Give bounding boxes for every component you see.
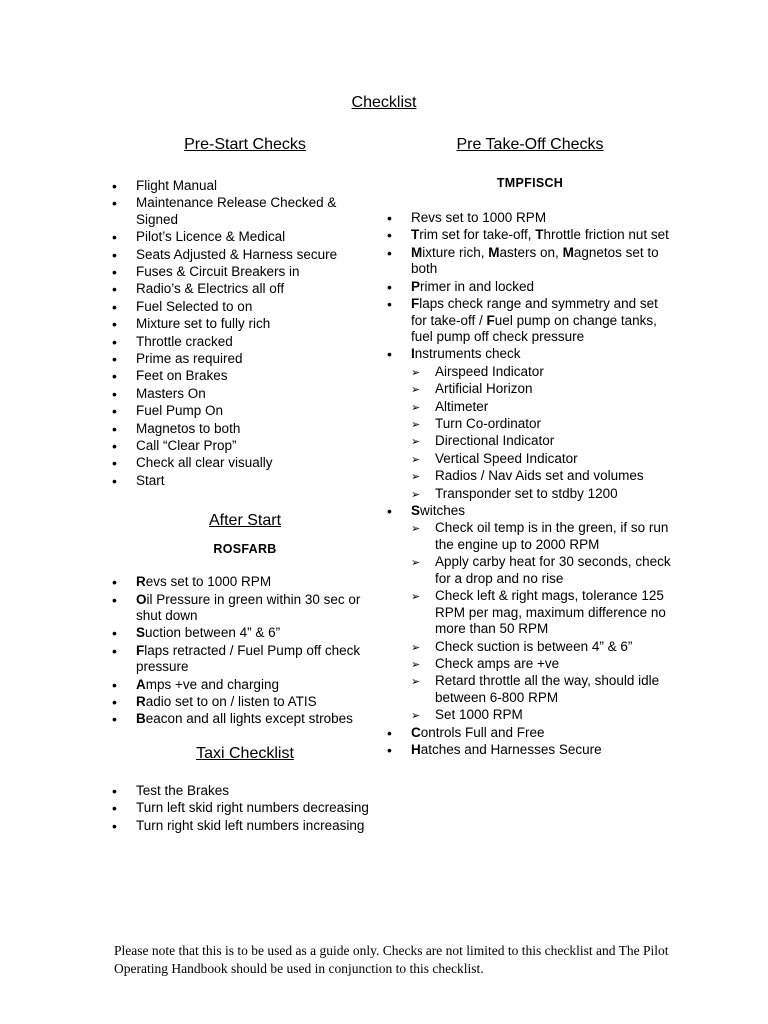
- sub-list-item: ➢ Apply carby heat for 30 seconds, check for a drop and no rise: [385, 554, 675, 587]
- sub-list-item: ➢ Turn Co-ordinator: [385, 416, 675, 433]
- list-item: • Amps +ve and charging: [110, 677, 380, 694]
- right-column: [385, 134, 675, 759]
- list-item: • Magnetos to both: [110, 421, 380, 438]
- pre-start-heading: Pre-Start Checks: [184, 136, 306, 153]
- list-item: • Pilot’s Licence & Medical: [110, 229, 380, 246]
- list-item: • Prime as required: [110, 351, 380, 368]
- switches-sublist: [385, 520, 675, 723]
- list-item: • Revs set to 1000 RPM: [110, 574, 380, 591]
- pre-start-list: [110, 178, 380, 489]
- pre-takeoff-list: [385, 210, 675, 363]
- list-item: • Mixture set to fully rich: [110, 316, 380, 333]
- switches-list: [385, 503, 675, 520]
- sub-list-item: ➢ Directional Indicator: [385, 433, 675, 450]
- list-item: • Revs set to 1000 RPM: [385, 210, 675, 227]
- list-item: • Maintenance Release Checked & Signed: [110, 195, 380, 228]
- after-start-list: [110, 574, 380, 728]
- list-item: • Beacon and all lights except strobes: [110, 711, 380, 728]
- sub-list-item: ➢ Artificial Horizon: [385, 381, 675, 398]
- list-item: • Seats Adjusted & Harness secure: [110, 247, 380, 264]
- list-item: • Flaps retracted / Fuel Pump off check pressure: [110, 643, 380, 676]
- sub-list-item: ➢ Vertical Speed Indicator: [385, 451, 675, 468]
- sub-list-item: ➢ Airspeed Indicator: [385, 364, 675, 381]
- sub-list-item: ➢ Set 1000 RPM: [385, 707, 675, 724]
- after-start-heading: After Start: [208, 512, 282, 530]
- list-item: • Switches: [385, 503, 675, 520]
- list-item: • Fuses & Circuit Breakers in: [110, 264, 380, 281]
- sub-list-item: ➢ Altimeter: [385, 399, 675, 416]
- list-item: • Throttle cracked: [110, 334, 380, 351]
- list-item: • Radio’s & Electrics all off: [110, 281, 380, 298]
- final-checks-list: [385, 725, 675, 759]
- list-item: • Start: [110, 473, 380, 490]
- sub-list-item: ➢ Check oil temp is in the green, if so run the engine up to 2000 RPM: [385, 520, 675, 553]
- disclaimer-note: Please note that this is to be used as a guide only. Checks are not limited to this checklist and The Pilot Operating Handbook should be used in conjunction to this checklist.: [114, 943, 669, 976]
- list-item: • Call “Clear Prop”: [110, 438, 380, 455]
- list-item: • Feet on Brakes: [110, 368, 380, 385]
- sub-list-item: ➢ Check left & right mags, tolerance 125 RPM per mag, maximum difference no more than 50 RPM: [385, 588, 675, 638]
- sub-list-item: ➢ Retard throttle all the way, should idle between 6-800 RPM: [385, 673, 675, 706]
- list-item: • Fuel Selected to on: [110, 299, 380, 316]
- list-item: • Masters On: [110, 386, 380, 403]
- list-item: • Instruments check: [385, 346, 675, 363]
- page-title: Checklist: [351, 94, 417, 111]
- after-start-mnemonic: ROSFARB: [213, 542, 277, 557]
- list-item: • Oil Pressure in green within 30 sec or shut down: [110, 592, 380, 625]
- sub-list-item: ➢ Radios / Nav Aids set and volumes: [385, 468, 675, 485]
- sub-list-item: ➢ Check amps are +ve: [385, 656, 675, 673]
- pre-takeoff-heading: Pre Take-Off Checks: [456, 136, 604, 153]
- list-item: • Trim set for take-off, Throttle friction nut set: [385, 227, 675, 244]
- list-item: • Hatches and Harnesses Secure: [385, 742, 675, 759]
- list-item: • Flight Manual: [110, 178, 380, 195]
- list-item: • Mixture rich, Masters on, Magnetos set to both: [385, 245, 675, 278]
- taxi-list: [110, 783, 380, 834]
- left-column: [110, 134, 380, 835]
- list-item: • Check all clear visually: [110, 455, 380, 472]
- list-item: • Test the Brakes: [110, 783, 380, 800]
- sub-list-item: ➢ Check suction is between 4” & 6”: [385, 639, 675, 656]
- sub-list-item: ➢ Transponder set to stdby 1200: [385, 486, 675, 503]
- taxi-heading: Taxi Checklist: [196, 744, 294, 762]
- list-item: • Turn right skid left numbers increasing: [110, 818, 380, 835]
- list-item: • Suction between 4” & 6”: [110, 625, 380, 642]
- instruments-sublist: [385, 364, 675, 502]
- list-item: • Fuel Pump On: [110, 403, 380, 420]
- list-item: • Primer in and locked: [385, 279, 675, 296]
- list-item: • Turn left skid right numbers decreasing: [110, 800, 380, 817]
- list-item: • Controls Full and Free: [385, 725, 675, 742]
- list-item: • Flaps check range and symmetry and set for take-off / Fuel pump on change tanks, fuel pump off check pressure: [385, 296, 675, 346]
- pre-takeoff-mnemonic: TMPFISCH: [496, 176, 564, 190]
- list-item: • Radio set to on / listen to ATIS: [110, 694, 380, 711]
